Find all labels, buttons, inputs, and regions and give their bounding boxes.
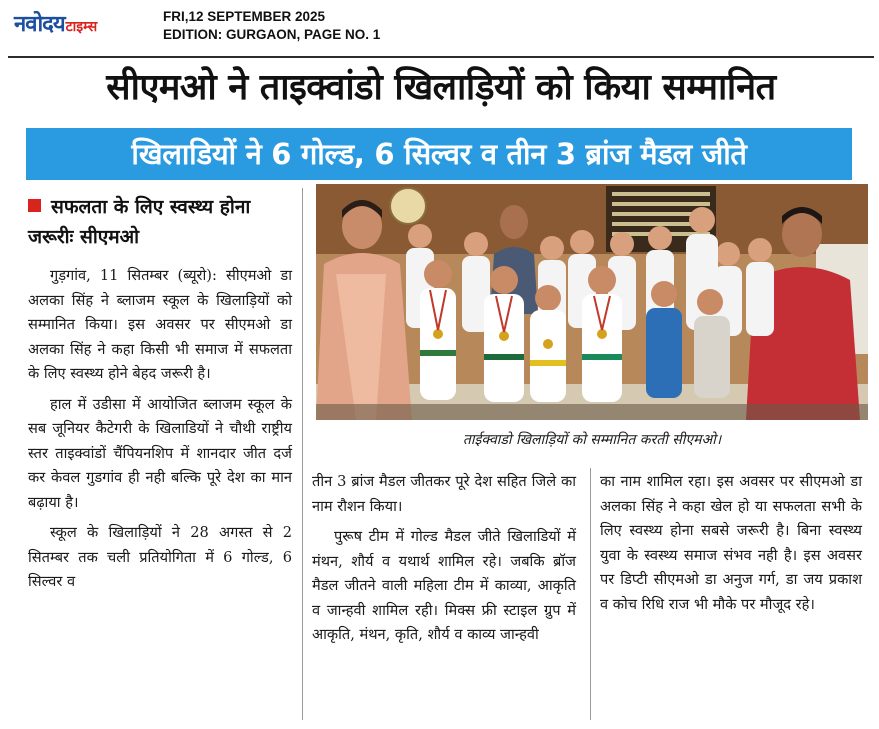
article-column-1 — [28, 264, 292, 601]
headline: सीएमओ ने ताइक्वांडो खिलाड़ियों को किया सम्मानित — [106, 67, 776, 108]
column-rule — [302, 188, 303, 720]
article-column-3 — [600, 470, 862, 623]
paragraph: स्कूल के खिलाड़ियों ने 28 अगस्त से 2 सितम्बर तक चली प्रतियोगिता में 6 गोल्ड, 6 सिल्वर व — [28, 524, 292, 590]
edition-info — [163, 8, 380, 44]
article-column-2 — [312, 470, 576, 654]
masthead — [0, 0, 879, 52]
kicker-text: सफलता के लिए स्वस्थ्य होना जरूरीः सीएमओ — [28, 196, 251, 248]
subheadline-banner: खिलाडियों ने 6 गोल्ड, 6 सिल्वर व तीन 3 ब्रांज मैडल जीते — [26, 128, 852, 180]
edition-page: EDITION: GURGAON, PAGE NO. 1 — [163, 27, 381, 42]
photo-caption: ताईक्वाडो खिलाड़ियों को सम्मानित करती सीएमओ। — [462, 432, 722, 448]
logo-sub-text: टाइम्स — [65, 19, 98, 35]
news-clipping — [8, 56, 874, 726]
kicker — [28, 192, 290, 252]
paragraph: गुड़गांव, 11 सितम्बर (ब्यूरो): सीएमओ डा अलका सिंह ने ब्लाजम स्कूल के खिलाड़ियों को सम्मानित किया। इस अवसर पर सीएमओ डा अलका सिंह ने कहा किसी भी समाज में सफलता के लिए स्वस्थ्य होने बेहद जरूरी है। — [28, 267, 292, 382]
newspaper-logo — [14, 8, 97, 38]
paragraph: पुरूष टीम में गोल्ड मैडल जीते खिलाडियों में मंथन, शौर्य व यथार्थ शामिल रहे। जबकि ब्रॉज मैडल जीतने वाली महिला टीम में काव्या, आकृति व जान्हवी शामिल रही। मिक्स फ्री स्टाइल ग्रुप में आकृति, मंथन, कृति, शौर्य व काव्य जान्हवी — [312, 528, 576, 643]
red-square-bullet-icon — [28, 199, 41, 212]
photo-illustration — [316, 184, 868, 420]
logo-main-text: नवोदय — [14, 12, 65, 37]
column-rule — [590, 468, 591, 720]
edition-date: FRI,12 SEPTEMBER 2025 — [163, 9, 326, 24]
photo-taekwondo-players-with-cmo — [316, 184, 868, 420]
paragraph: हाल में उडीसा में आयोजित ब्लाजम स्कूल के सब जूनियर कैटेगरी के खिलाडियों ने चौथी राष्ट्रीय स्तर ताइक्वांडों चैंपियनशिप में शानदार जीत दर्ज कर केवल गुडगांव ही नही बल्कि पूरे देश का मान बढ़ाया है। — [28, 395, 292, 511]
paragraph: का नाम शामिल रहा। इस अवसर पर सीएमओ डा अलका सिंह ने कहा खेल हो या सफलता सभी के लिए स्वस्थ्य होना सबसे जरूरी है। बिना स्वस्थ्य युवा के स्वस्थ्य समाज संभव नही है। इस अवसर पर डिप्टी सीएमओ डा अनुज गर्ग, डा जय प्रकाश व कोच रिधि राज भी मौके पर मौजूद रहे। — [600, 473, 862, 613]
paragraph: तीन 3 ब्रांज मैडल जीतकर पूरे देश सहित जिले का नाम रौशन किया। — [312, 473, 576, 515]
